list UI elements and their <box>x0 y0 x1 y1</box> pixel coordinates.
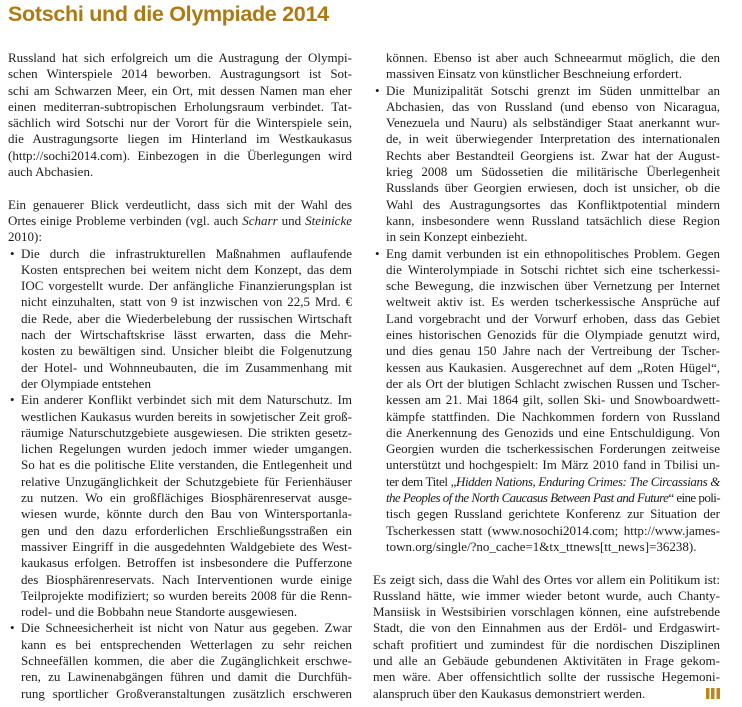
bullet-icon: • <box>375 245 380 261</box>
text-line <box>21 343 352 359</box>
text-segment: auch Abchasien. <box>8 164 94 180</box>
text-line <box>10 620 352 636</box>
text-line <box>21 262 352 278</box>
text-line <box>21 327 352 343</box>
text-line <box>21 441 352 457</box>
text-line <box>8 131 352 147</box>
bullet-icon: • <box>375 82 380 98</box>
text-segment: Russlands über Georgien erwiesen, doch ist unsicher, ob die <box>386 180 720 196</box>
text-segment: in sein Konzept einbezieht. <box>386 229 528 245</box>
bullet-item <box>8 246 352 393</box>
text-segment: kessen am 21. Mai 1864 gilt, sollen Ski- und Snowboardwett- <box>386 392 720 408</box>
text-segment: die Winterolympiade in Sotschi richtet sich eine tscherkessi- <box>386 261 720 277</box>
text-segment: nicht einzuhalten, statt von 9 ist inzwischen von 22,5 Mrd. € <box>21 294 352 310</box>
text-segment: gen und den dazu erforderlichen Erschließungsstraßen ein <box>21 522 352 538</box>
text-line <box>21 506 352 522</box>
text-segment: ter dem Titel „ <box>386 473 456 489</box>
text-segment: Russland hätte, wie immer wieder betont wurde, auch Chanty- <box>373 587 720 603</box>
text-line <box>386 539 720 555</box>
text-line <box>21 457 352 473</box>
text-segment: rung sportlicher Großveranstaltungen zusätzlich erschweren <box>21 685 352 701</box>
paragraph <box>8 197 352 246</box>
text-line <box>386 148 720 164</box>
text-segment: schaft profitiert und zumindest für die nordischen Disziplinen <box>373 636 720 652</box>
text-line <box>21 637 352 653</box>
text-line <box>386 523 720 539</box>
text-segment: Rechts aber Bestandteil Georgiens ist. Zwar hat der August- <box>386 147 720 163</box>
text-line <box>386 66 720 82</box>
text-line <box>8 197 352 213</box>
text-line <box>373 572 720 588</box>
text-line <box>21 572 352 588</box>
text-segment: 2010): <box>8 229 42 245</box>
text-segment: westlichen Kaukasus wurden bereits in sowjetischer Zeit groß- <box>21 408 352 424</box>
text-line <box>386 457 720 473</box>
text-line <box>375 245 720 262</box>
text-segment: Stadt, die von den Einnahmen aus der Erdöl- und Erdgaswirt- <box>373 620 720 636</box>
text-segment: und alle an Gebäude gebundenen Aktivitäten in Frage gekom- <box>373 652 720 668</box>
text-segment: So hat es die politische Elite verstanden, die Entlegenheit und <box>21 457 352 473</box>
text-segment: kämpfe stattfinden. Die Nachkommen fordern von Russland <box>386 408 720 424</box>
italic-text: Steinicke <box>305 212 352 228</box>
text-segment: krieg 2008 um Südossetien die militärische Überlegenheit <box>386 164 720 180</box>
italic-text: Scharr <box>242 212 278 228</box>
text-segment: der Olympiade entstehen <box>21 375 151 391</box>
text-segment: “ eine poli- <box>668 490 720 506</box>
text-segment: Abchasien, das von Russland (und ebenso von Nicaragua, <box>386 98 720 114</box>
text-segment: räumige Naturschutzgebiete ausgewiesen. Die strikten gesetz- <box>21 424 352 440</box>
text-segment: Georgien wurden die tscherkessischen Forderungen zeitweise <box>386 441 720 457</box>
text-segment: Die durch die infrastrukturellen Maßnahmen auflaufende <box>21 245 352 261</box>
italic-text: Hidden Nations, Enduring Crimes: The Circassians & <box>455 473 720 489</box>
bullet-item <box>373 246 720 556</box>
text-segment: eines historischen Genozids für die Olympiade genutzt wird, <box>386 327 720 343</box>
text-segment: und dies genau 150 Jahre nach der Vertreibung der Tscher- <box>386 343 720 359</box>
text-segment: Es zeigt sich, dass die Wahl des Ortes vor allem ein Politikum ist: <box>373 571 720 587</box>
text-line <box>21 425 352 441</box>
text-segment: Venezuela und Nauru) als selbständiger Staat anerkannt wur- <box>386 115 720 131</box>
text-segment: können. Ebenso ist aber auch Schneearmut möglich, die den <box>386 50 720 65</box>
text-segment: schen Winterspiele 2014 beworben. Austragungsort ist Sot- <box>8 66 352 82</box>
text-line <box>21 474 352 490</box>
paragraph <box>8 50 352 180</box>
article-title: Sotschi und die Olympiade 2014 <box>8 2 329 26</box>
text-line <box>386 262 720 278</box>
text-segment: des Biosphärenreservats. Nach Interventionen wurde einige <box>21 571 352 587</box>
text-line <box>373 653 720 669</box>
text-segment: kessen aus Kaukasien. Ausgerechnet auf dem „Roten Hügel“, <box>386 359 720 375</box>
text-segment: Schneefällen kommen, die aber die Zugänglichkeit erschwe- <box>21 652 352 668</box>
text-segment: einen mediterran-subtropischen Erholungsraum verbindet. Tat- <box>8 98 352 114</box>
text-line <box>8 148 352 164</box>
text-line <box>10 392 352 408</box>
text-line <box>21 278 352 294</box>
text-segment: Ein anderer Konflikt verbindet sich mit dem Naturschutz. Im <box>21 392 352 408</box>
text-line <box>375 82 720 99</box>
end-of-article-marker <box>706 688 720 700</box>
text-segment: tisch gegen Russland gerichtete Konferenz zur Situation der <box>386 506 720 522</box>
text-segment: Kosten entsprechen bei weitem nicht dem Konzept, das dem <box>21 261 352 277</box>
text-segment: nach der Wirtschaftskrise lässt erwarten, dass die Mehr- <box>21 327 352 343</box>
text-line <box>386 506 720 522</box>
text-segment: sche Bewegung, die inzwischen über Vernetzung per Internet <box>386 278 720 294</box>
text-line <box>386 99 720 115</box>
text-segment: der Hotel- und Wohnneubauten, die im Zusammenhang mit <box>21 359 352 375</box>
text-line <box>373 588 720 604</box>
text-column-right <box>373 50 720 702</box>
text-line <box>373 620 720 636</box>
text-line <box>373 637 720 653</box>
text-line <box>21 523 352 539</box>
text-segment: kosten zu bewältigen sind. Unsicher bleibt die Folgenutzung <box>21 343 352 359</box>
text-line <box>386 180 720 196</box>
text-segment: town.org/single/?no_cache=1&tx_ttnews[tt_news]=36238). <box>386 538 697 554</box>
text-segment: (http://sochi2014.com). Einbezogen in die Überlegungen wird <box>8 147 352 163</box>
text-line <box>21 490 352 506</box>
text-segment: lichen Regelungen wurden jedoch immer wieder umgangen. <box>21 441 352 457</box>
text-line <box>8 164 352 180</box>
text-segment: alanspruch über den Kaukasus demonstriert werden. <box>373 685 646 701</box>
text-line <box>8 229 352 245</box>
text-line <box>21 555 352 571</box>
text-line <box>386 131 720 147</box>
text-line <box>386 490 720 506</box>
bullet-icon: • <box>10 620 15 636</box>
text-segment: IOC vorgestellt wurde. Der anfängliche Finanzierungsplan ist <box>21 278 352 294</box>
text-line <box>8 213 352 229</box>
text-line <box>21 360 352 376</box>
text-segment: kaukasus erfolgen. Betroffen ist insbesondere die Pufferzone <box>21 555 352 571</box>
text-line <box>21 588 352 604</box>
text-line <box>21 294 352 310</box>
text-line <box>8 66 352 82</box>
text-line <box>386 474 720 490</box>
text-line <box>373 686 720 702</box>
text-segment: men wäre. Aber offensichtlich sollte der russische Hegemoni- <box>373 669 720 685</box>
text-segment: unterstützt und hochgespielt: Im März 2010 fand in Tbilisi un- <box>386 457 720 473</box>
text-segment: Mansiisk in Westsibirien vorschlagen können, eine aufstrebende <box>373 604 720 620</box>
text-line <box>386 164 720 180</box>
text-segment: Ortes einige Probleme verbinden (vgl. auch <box>8 212 243 228</box>
text-line <box>386 115 720 131</box>
text-line <box>8 50 352 66</box>
text-line <box>8 115 352 131</box>
bullet-icon: • <box>10 245 15 261</box>
text-line <box>386 409 720 425</box>
text-segment: die Rede, aber die Wiederbelebung der russischen Wirtschaft <box>21 310 352 326</box>
text-segment: massiven Einsatz von künstlicher Beschneiung erfordert. <box>386 66 683 82</box>
italic-text: the Peoples of the North Caucasus Between Past and Future <box>386 490 669 506</box>
text-segment: de, in weit überwiegender Interpretation des internationalen <box>386 131 720 147</box>
text-segment: weltweit aktiv ist. Es werden tscherkessische Ansprüche auf <box>386 294 720 310</box>
text-line <box>8 99 352 115</box>
text-line <box>386 360 720 376</box>
text-line <box>8 83 352 99</box>
text-line <box>21 686 352 702</box>
text-line <box>386 50 720 66</box>
paragraph <box>373 50 720 83</box>
text-line <box>386 376 720 392</box>
text-line <box>386 294 720 310</box>
text-segment: schi am Schwarzen Meer, ein Ort, mit dessen Namen man eher <box>8 82 352 98</box>
text-line <box>386 327 720 343</box>
bullet-item <box>8 620 352 701</box>
text-line <box>386 425 720 441</box>
text-line <box>21 409 352 425</box>
text-segment: ren, zu Lawinenabgängen führen und damit die Durchfüh- <box>21 669 352 685</box>
text-line <box>10 245 352 262</box>
text-line <box>21 539 352 555</box>
text-line <box>21 604 352 620</box>
text-segment: Wahl des Austragungsortes das Konfliktpotential mindern <box>386 196 720 212</box>
text-line <box>386 213 720 229</box>
bullet-item <box>8 392 352 620</box>
text-segment: Russland hat sich erfolgreich um die Austragung der Olympi- <box>8 50 352 65</box>
text-line <box>21 669 352 685</box>
bullet-icon: • <box>10 392 15 408</box>
text-segment: sächlich wird Sotschi nur der Vorort für die Winterspiele sein, <box>8 115 352 131</box>
text-segment: kann, insbesondere wenn Russland tatsächlich diese Region <box>386 212 720 228</box>
text-segment: rodel- und die Bobbahn neue Standorte ausgewiesen. <box>21 604 298 620</box>
text-segment: die Austragungsorte liegen im Hinterland im Westkaukasus <box>8 131 352 147</box>
text-line <box>386 343 720 359</box>
text-segment: Ein genauerer Blick verdeutlicht, dass sich mit der Wahl des <box>8 196 352 212</box>
text-segment: Land vorgebracht und der Vorwurf erhoben, dass das Gebiet <box>386 310 720 326</box>
text-segment: kann es bei entsprechenden Wetterlagen zu sehr reichen <box>21 636 352 652</box>
text-segment: massiver Eingriff in die ausgedehnten Waldgebiete des West- <box>21 538 352 554</box>
text-line <box>386 441 720 457</box>
text-segment: Teilprojekte modifiziert; so wurden bereits 2008 für die Renn- <box>21 587 352 603</box>
text-line <box>386 392 720 408</box>
text-column-left <box>8 50 352 702</box>
paragraph <box>373 572 720 702</box>
text-segment: Die Munizipalität Sotschi grenzt im Süden unmittelbar an <box>386 82 720 98</box>
text-segment: relative Unzugänglichkeit der Schutzgebiete für Ferienhäuser <box>21 473 352 489</box>
text-line <box>386 229 720 245</box>
text-line <box>386 311 720 327</box>
text-segment: der als Ort der blutigen Schlacht zwischen Russen und Tscher- <box>386 375 720 391</box>
text-line <box>21 311 352 327</box>
text-line <box>21 653 352 669</box>
text-segment: und <box>277 212 306 228</box>
text-line <box>386 278 720 294</box>
text-line <box>373 669 720 685</box>
text-segment: Eng damit verbunden ist ein ethnopolitisches Problem. Gegen <box>386 245 720 261</box>
text-line <box>373 604 720 620</box>
text-segment: zu nutzen. Wo ein großflächiges Biosphärenreservat ausge- <box>21 490 352 506</box>
text-segment: Die Schneesicherheit ist nicht von Natur aus gegeben. Zwar <box>21 620 352 636</box>
text-segment: die Anerkennung des Genozids und eine Entschuldigung. Von <box>386 424 720 440</box>
bullet-item <box>373 83 720 246</box>
text-line <box>386 197 720 213</box>
text-segment: Tscherkessen statt (www.nosochi2014.com; http://www.james- <box>386 522 720 538</box>
text-line <box>21 376 352 392</box>
text-segment: wiesen wurde, könnte durch den Bau von Wintersportanla- <box>21 506 352 522</box>
